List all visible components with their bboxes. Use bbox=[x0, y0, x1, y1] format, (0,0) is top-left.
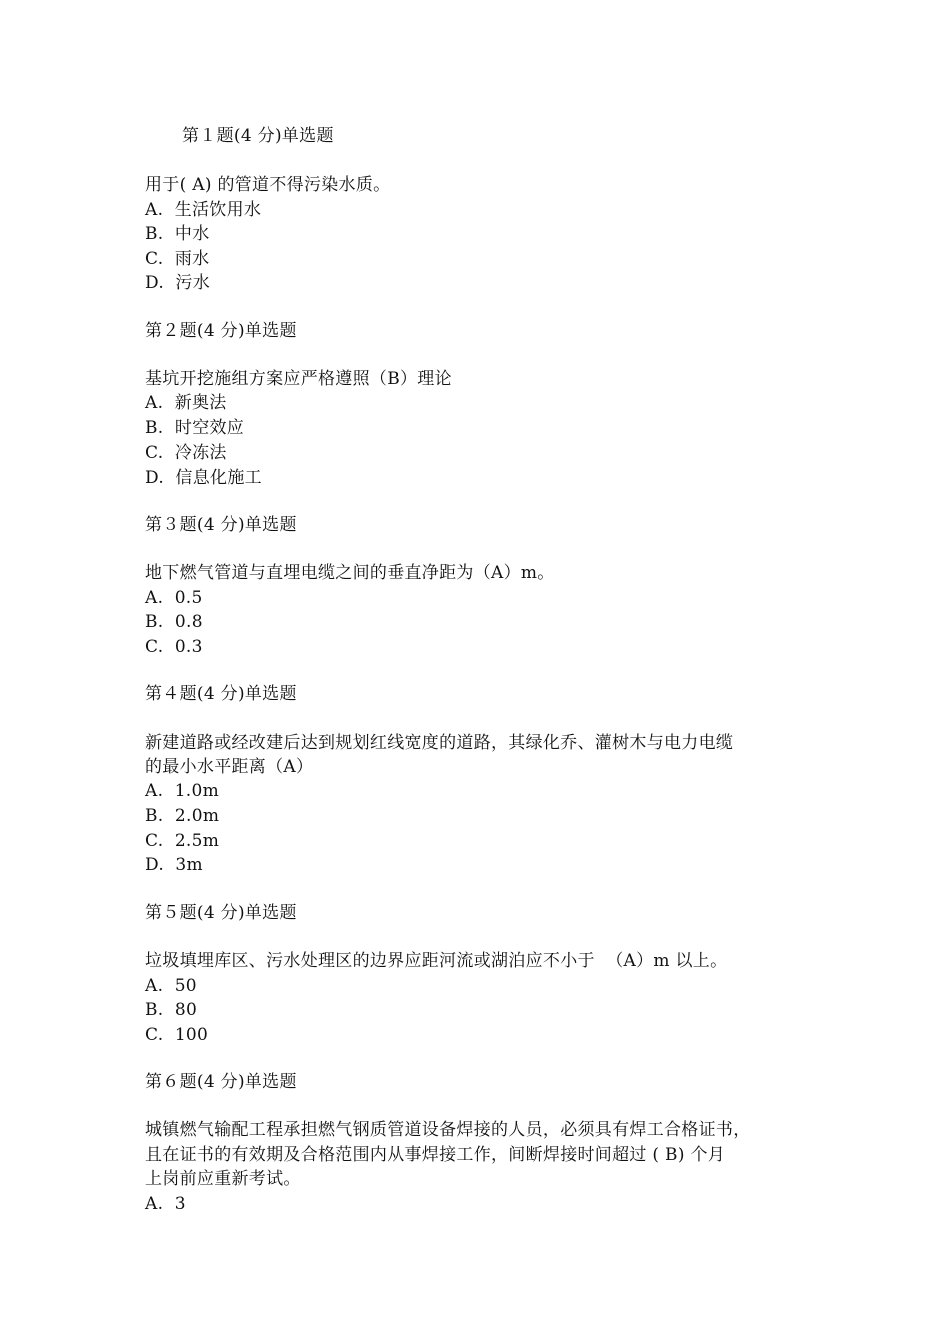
question-4-option-a: A. 1.0m bbox=[145, 781, 220, 801]
question-2-stem: 基坑开挖施组方案应严格遵照（B）理论 bbox=[145, 369, 452, 389]
question-3-option-b: B. 0.8 bbox=[145, 612, 203, 632]
question-5-option-c: C. 100 bbox=[145, 1025, 209, 1045]
question-6-heading: 第６题(4 分)单选题 bbox=[145, 1072, 297, 1092]
question-3-option-a: A. 0.5 bbox=[145, 588, 203, 608]
question-4-stem-line-1: 新建道路或经改建后达到规划红线宽度的道路，其绿化乔、灌树木与电力电缆 bbox=[145, 733, 734, 753]
question-3-stem: 地下燃气管道与直埋电缆之间的垂直净距为（A）m。 bbox=[145, 563, 555, 583]
question-2-heading: 第２题(4 分)单选题 bbox=[145, 321, 297, 341]
question-1-option-c: C. 雨水 bbox=[145, 249, 210, 269]
question-3-option-c: C. 0.3 bbox=[145, 637, 203, 657]
question-4-heading: 第４题(4 分)单选题 bbox=[145, 684, 297, 704]
question-6-stem-line-1: 城镇燃气输配工程承担燃气钢质管道设备焊接的人员，必须具有焊工合格证书， bbox=[145, 1120, 751, 1140]
question-4-option-c: C. 2.5m bbox=[145, 831, 220, 851]
question-5-heading: 第５题(4 分)单选题 bbox=[145, 903, 297, 923]
question-6-stem-line-3: 上岗前应重新考试。 bbox=[145, 1169, 301, 1189]
question-1-option-d: D. 污水 bbox=[145, 273, 211, 293]
question-1-stem: 用于( A) 的管道不得污染水质。 bbox=[145, 175, 391, 195]
question-1-option-a: A. 生活饮用水 bbox=[145, 200, 262, 220]
question-2-option-d: D. 信息化施工 bbox=[145, 468, 262, 488]
question-2-option-a: A. 新奥法 bbox=[145, 393, 227, 413]
question-5-stem: 垃圾填埋库区、污水处理区的边界应距河流或湖泊应不小于 （A）m 以上。 bbox=[145, 951, 728, 971]
question-6-stem-line-2: 且在证书的有效期及合格范围内从事焊接工作，间断焊接时间超过 ( B) 个月 bbox=[145, 1145, 726, 1165]
question-2-option-b: B. 时空效应 bbox=[145, 418, 245, 438]
question-4-option-b: B. 2.0m bbox=[145, 806, 220, 826]
question-4-stem-line-2: 的最小水平距离（A） bbox=[145, 757, 314, 777]
question-2-option-c: C. 冷冻法 bbox=[145, 443, 227, 463]
question-4-option-d: D. 3m bbox=[145, 855, 203, 875]
question-3-heading: 第３题(4 分)单选题 bbox=[145, 515, 297, 535]
question-5-option-b: B. 80 bbox=[145, 1000, 198, 1020]
question-5-option-a: A. 50 bbox=[145, 976, 197, 996]
question-6-option-a: A. 3 bbox=[145, 1194, 186, 1214]
question-1-option-b: B. 中水 bbox=[145, 224, 210, 244]
question-1-heading: 第１题(4 分)单选题 bbox=[182, 126, 334, 146]
